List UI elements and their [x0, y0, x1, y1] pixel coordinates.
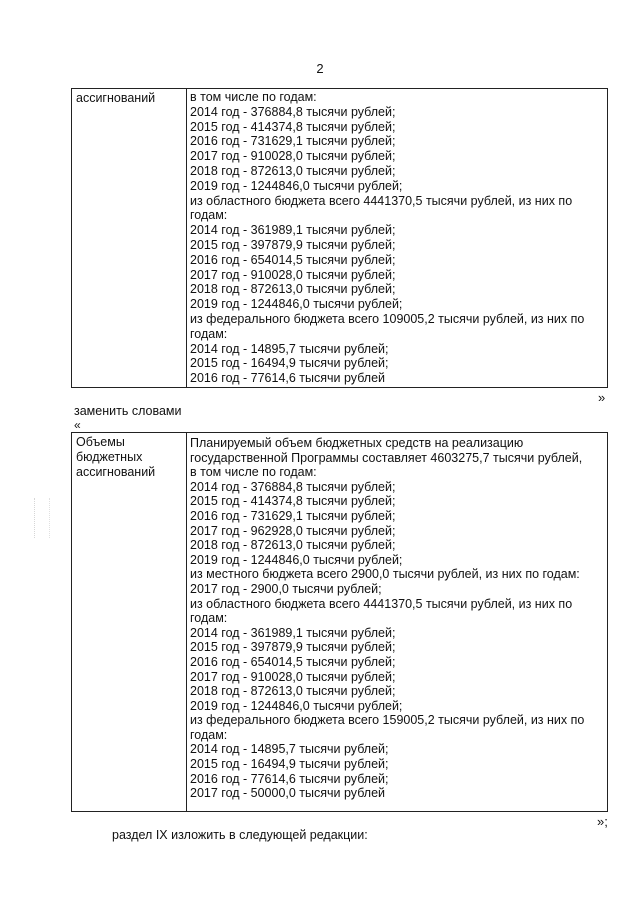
closing-quote: »: [598, 390, 606, 405]
budget-line: 2015 год - 397879,9 тысячи рублей;: [190, 640, 396, 655]
table-label-line: бюджетных: [76, 450, 143, 464]
table-label: ассигнований: [76, 91, 156, 105]
budget-line: 2019 год - 1244846,0 тысячи рублей;: [190, 297, 403, 312]
budget-line: в том числе по годам:: [190, 90, 317, 104]
budget-line: 2016 год - 654014,5 тысячи рублей;: [190, 252, 396, 267]
budget-line: 2017 год - 910028,0 тысячи рублей;: [190, 149, 396, 164]
budget-line: 2018 год - 872613,0 тысячи рублей;: [190, 282, 396, 297]
budget-line: из федерального бюджета всего 109005,2 тысячи рублей, из них по: [190, 311, 585, 326]
budget-line: 2017 год - 2900,0 тысячи рублей;: [190, 581, 382, 596]
table-content-cell: [187, 90, 607, 386]
budget-line: годам:: [190, 611, 228, 626]
budget-line: 2014 год - 376884,8 тысячи рублей;: [190, 479, 396, 494]
budget-line: годам:: [190, 727, 228, 742]
budget-line: годам:: [190, 208, 228, 223]
budget-line: 2016 год - 77614,6 тысячи рублей: [190, 371, 386, 386]
budget-line: 2016 год - 77614,6 тысячи рублей;: [190, 771, 389, 786]
table-label-cell: [72, 433, 187, 811]
scan-margin-marks: [34, 498, 50, 538]
budget-line: 2016 год - 731629,1 тысячи рублей;: [190, 508, 396, 523]
budget-line: 2019 год - 1244846,0 тысячи рублей;: [190, 552, 403, 567]
budget-line: 2019 год - 1244846,0 тысячи рублей;: [190, 698, 403, 713]
budget-line: 2015 год - 16494,9 тысячи рублей;: [190, 757, 389, 772]
budget-line: 2014 год - 14895,7 тысячи рублей;: [190, 742, 389, 757]
budget-table-original: [71, 88, 608, 388]
budget-line: 2017 год - 910028,0 тысячи рублей;: [190, 267, 396, 282]
budget-line: из областного бюджета всего 4441370,5 тысячи рублей, из них по: [190, 596, 573, 611]
table-label-line: Объемы: [76, 435, 125, 449]
budget-table-new: [71, 432, 608, 812]
budget-line: из местного бюджета всего 2900,0 тысячи рублей, из них по годам:: [190, 567, 580, 582]
section-instruction: раздел IX изложить в следующей редакции:: [112, 828, 368, 842]
budget-line: 2015 год - 414374,8 тысячи рублей;: [190, 494, 396, 509]
budget-line: из областного бюджета всего 4441370,5 тысячи рублей, из них по: [190, 193, 573, 208]
budget-line: 2016 год - 731629,1 тысячи рублей;: [190, 134, 396, 149]
closing-quote: »;: [597, 814, 608, 829]
budget-line: 2018 год - 872613,0 тысячи рублей;: [190, 684, 396, 699]
budget-line: 2018 год - 872613,0 тысячи рублей;: [190, 163, 396, 178]
budget-line: 2014 год - 361989,1 тысячи рублей;: [190, 223, 396, 238]
budget-line: в том числе по годам:: [190, 465, 317, 480]
budget-line: 2017 год - 910028,0 тысячи рублей;: [190, 669, 396, 684]
budget-line: 2014 год - 14895,7 тысячи рублей;: [190, 341, 389, 356]
opening-quote: «: [74, 418, 81, 432]
budget-line: 2014 год - 376884,8 тысячи рублей;: [190, 104, 396, 119]
budget-line: 2017 год - 50000,0 тысячи рублей: [190, 786, 386, 801]
budget-line: из федерального бюджета всего 159005,2 тысячи рублей, из них по: [190, 713, 585, 728]
table-label-line: ассигнований: [76, 465, 156, 479]
budget-line: 2015 год - 397879,9 тысячи рублей;: [190, 237, 396, 252]
budget-line: 2017 год - 962928,0 тысячи рублей;: [190, 523, 396, 538]
page-number: 2: [316, 61, 324, 76]
replace-instruction: заменить словами: [74, 404, 182, 418]
budget-line: 2019 год - 1244846,0 тысячи рублей;: [190, 178, 403, 193]
budget-line: государственной Программы составляет 4603275,7 тысячи рублей,: [190, 450, 583, 465]
budget-line: годам:: [190, 326, 228, 341]
budget-line: 2015 год - 414374,8 тысячи рублей;: [190, 119, 396, 134]
table-label-cell: [72, 89, 187, 387]
budget-line: 2014 год - 361989,1 тысячи рублей;: [190, 625, 396, 640]
table-content-cell: [187, 436, 607, 801]
budget-line: 2018 год - 872613,0 тысячи рублей;: [190, 538, 396, 553]
budget-line: 2015 год - 16494,9 тысячи рублей;: [190, 356, 389, 371]
budget-line: 2016 год - 654014,5 тысячи рублей;: [190, 654, 396, 669]
budget-line: Планируемый объем бюджетных средств на реализацию: [190, 436, 524, 450]
